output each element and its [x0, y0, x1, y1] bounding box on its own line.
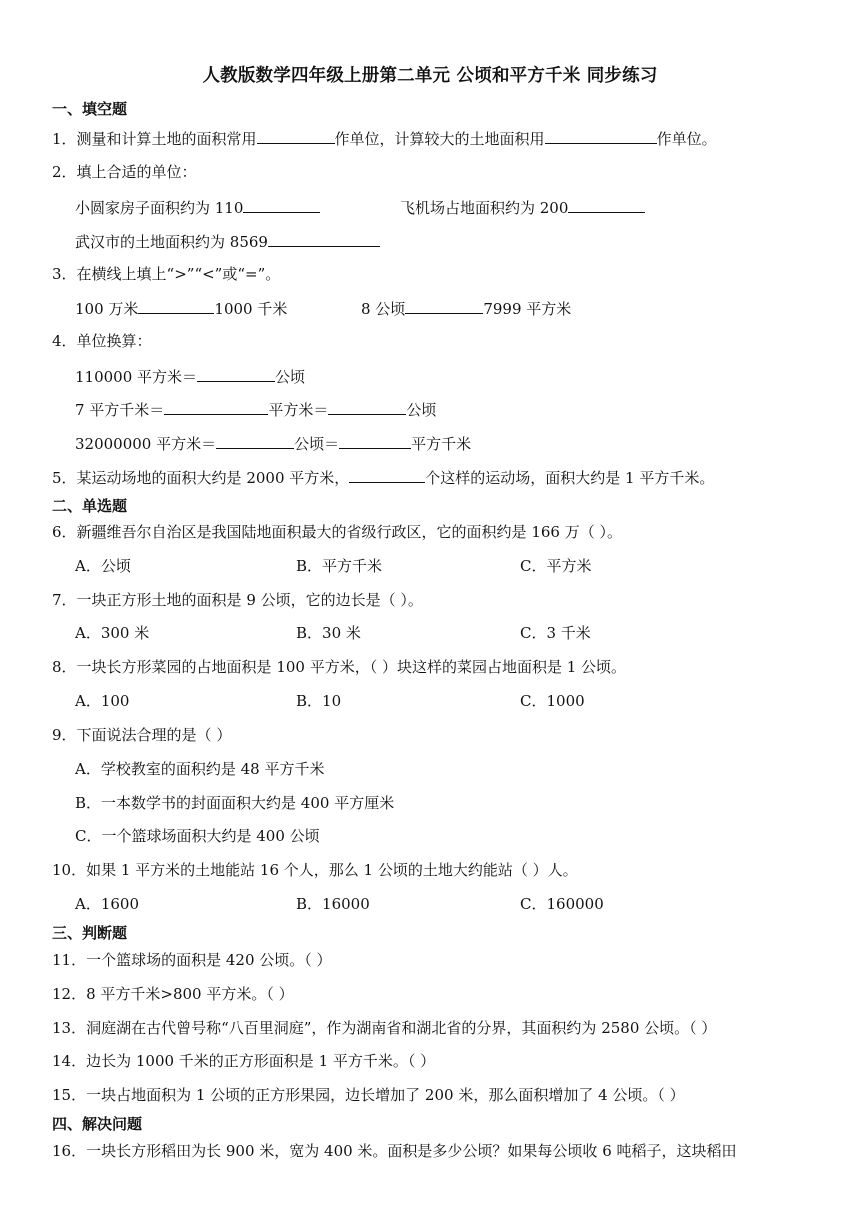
answer-blank[interactable] [568, 196, 645, 213]
question-10-option-b[interactable]: B．16000 [296, 895, 370, 913]
question-8-option-a[interactable]: A．100 [75, 692, 130, 710]
question-7-stem: 7．一块正方形土地的面积是 9 公顷，它的边长是（ ）。 [52, 591, 423, 609]
question-10-option-a[interactable]: A．1600 [75, 895, 140, 913]
question-9-option-c[interactable]: C．一个篮球场面积大约是 400 公顷 [75, 827, 320, 845]
answer-blank[interactable] [328, 398, 406, 415]
question-11: 11．一个篮球场的面积是 420 公顷。（ ） [52, 951, 332, 969]
section-heading-problem-solving: 四、解决问题 [52, 1115, 143, 1133]
question-7-option-b[interactable]: B．30 米 [296, 624, 361, 642]
answer-blank[interactable] [349, 466, 425, 483]
question-14: 14．边长为 1000 千米的正方形面积是 1 平方千米。（ ） [52, 1052, 436, 1070]
question-2-item-a: 小圆家房子面积约为 110 [75, 196, 320, 218]
question-8-option-b[interactable]: B．10 [296, 692, 342, 710]
question-6-option-c[interactable]: C．平方米 [520, 557, 592, 575]
question-12: 12．8 平方千米>800 平方米。（ ） [52, 985, 294, 1003]
answer-blank[interactable] [545, 127, 657, 144]
question-4-line-1: 110000 平方米＝ 公顷 [75, 365, 305, 387]
question-7-option-a[interactable]: A．300 米 [75, 624, 150, 642]
question-3-stem: 3．在横线上填上“>”“<”或“=”。 [52, 265, 281, 283]
question-15: 15．一块占地面积为 1 公顷的正方形果园，边长增加了 200 米，那么面积增加了 4 公顷。（ ） [52, 1086, 685, 1104]
question-10-option-c[interactable]: C．160000 [520, 895, 604, 913]
question-6-option-a[interactable]: A．公顷 [75, 557, 131, 575]
question-8-option-c[interactable]: C．1000 [520, 692, 585, 710]
answer-blank[interactable] [257, 127, 335, 144]
question-2-stem: 2．填上合适的单位： [52, 163, 197, 181]
answer-blank[interactable] [197, 365, 275, 382]
section-heading-true-false: 三、判断题 [52, 924, 128, 942]
question-3-item-a: 100 万米 1000 千米 [75, 297, 287, 319]
question-13: 13．洞庭湖在古代曾号称“八百里洞庭”，作为湖南省和湖北省的分界，其面积约为 2580 公顷。（ ） [52, 1019, 717, 1037]
question-4-line-3: 32000000 平方米＝ 公顷＝ 平方千米 [75, 432, 471, 454]
question-2-item-b: 飞机场占地面积约为 200 [400, 196, 645, 218]
answer-blank[interactable] [243, 196, 320, 213]
question-4-line-2: 7 平方千米＝ 平方米＝ 公顷 [75, 398, 436, 420]
answer-blank[interactable] [138, 297, 214, 314]
question-6-stem: 6．新疆维吾尔自治区是我国陆地面积最大的省级行政区，它的面积约是 166 万（ ）。 [52, 523, 622, 541]
question-1: 1．测量和计算土地的面积常用 作单位，计算较大的土地面积用 作单位。 [52, 127, 717, 149]
question-5: 5．某运动场地的面积大约是 2000 平方米， 个这样的运动场，面积大约是 1 平方千米。 [52, 466, 714, 488]
section-heading-single-choice: 二、单选题 [52, 497, 128, 515]
question-16: 16．一块长方形稻田为长 900 米，宽为 400 米。面积是多少公顷？如果每公顷收 6 吨稻子，这块稻田 [52, 1142, 737, 1160]
question-9-option-a[interactable]: A．学校教室的面积约是 48 平方千米 [75, 760, 325, 778]
answer-blank[interactable] [405, 297, 483, 314]
question-7-option-c[interactable]: C．3 千米 [520, 624, 591, 642]
question-4-stem: 4．单位换算： [52, 332, 152, 350]
question-8-stem: 8．一块长方形菜园的占地面积是 100 平方米，（ ）块这样的菜园占地面积是 1 公顷。 [52, 658, 627, 676]
answer-blank[interactable] [339, 432, 411, 449]
question-9-option-b[interactable]: B．一本数学书的封面面积大约是 400 平方厘米 [75, 794, 395, 812]
page-title: 人教版数学四年级上册第二单元 公顷和平方千米 同步练习 [202, 66, 658, 86]
answer-blank[interactable] [164, 398, 268, 415]
answer-blank[interactable] [268, 230, 380, 247]
answer-blank[interactable] [216, 432, 294, 449]
question-2-item-c: 武汉市的土地面积约为 8569 [75, 230, 380, 252]
section-heading-fill-in: 一、填空题 [52, 100, 128, 118]
question-6-option-b[interactable]: B．平方千米 [296, 557, 383, 575]
question-3-item-b: 8 公顷 7999 平方米 [361, 297, 571, 319]
question-10-stem: 10．如果 1 平方米的土地能站 16 个人，那么 1 公顷的土地大约能站（ ）人。 [52, 861, 578, 879]
question-9-stem: 9．下面说法合理的是（ ） [52, 726, 232, 744]
